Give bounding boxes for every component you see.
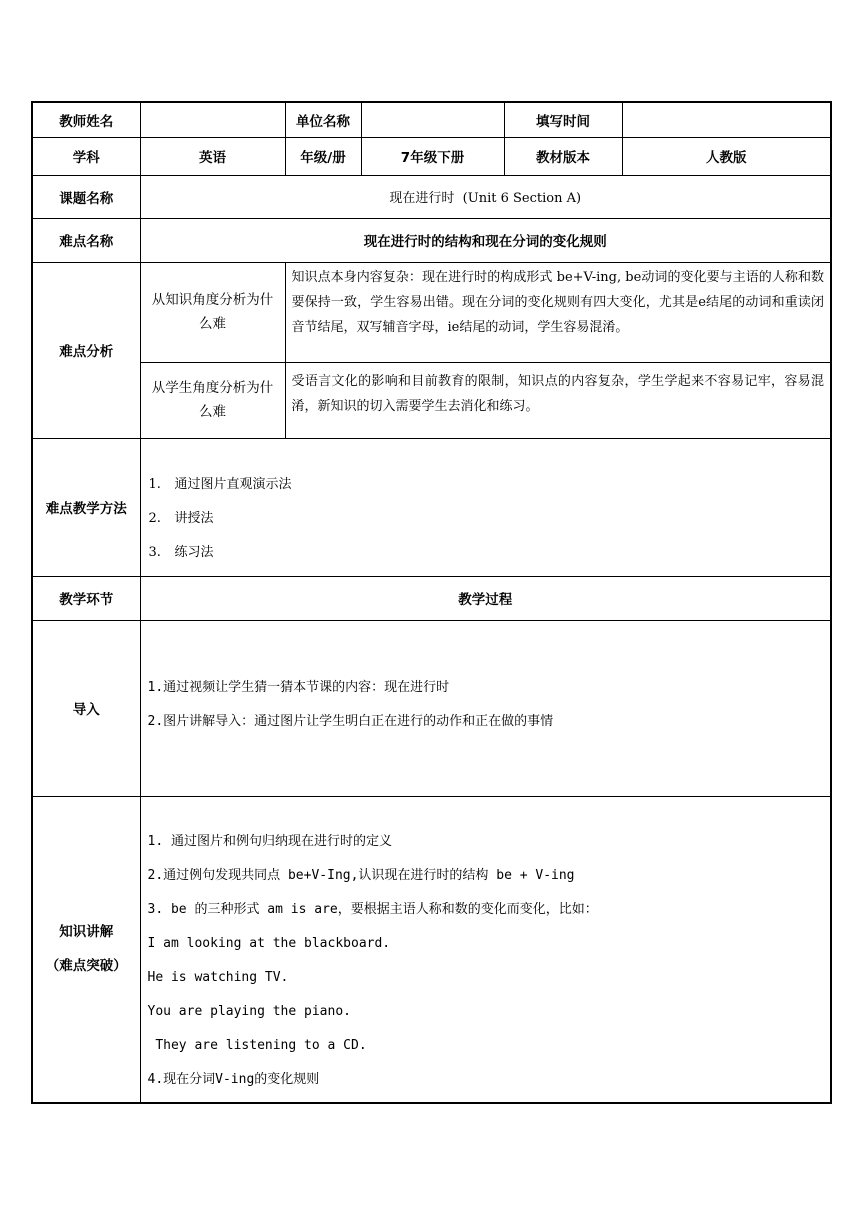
knowledge-angle-text: 知识点本身内容复杂：现在进行时的构成形式 be+V-ing, be动词的变化要与主语的人称和数要保持一致，学生容易出错。现在分词的变化规则有四大变化，尤其是e结尾的动词和重读闭音节结尾，双写辅音字母，ie结尾的动词，学生容易混淆。	[291, 269, 824, 335]
process-stage-label: 教学环节	[32, 576, 140, 620]
knowledge-line: 4.现在分词V-ing的变化规则	[147, 1071, 320, 1087]
lesson-value: 现在进行时 (Unit 6 Section A)	[140, 175, 831, 218]
knowledge-label: 知识讲解	[59, 924, 114, 941]
analysis-row-student	[32, 362, 831, 438]
example-sentence: He is watching TV.	[147, 969, 289, 985]
analysis-label: 难点分析	[32, 262, 140, 438]
unit-name-value	[361, 102, 504, 137]
method-item: 3. 练习法	[148, 544, 214, 560]
intro-line: 1.通过视频让学生猜一猜本节课的内容：现在进行时	[147, 679, 450, 695]
intro-row	[32, 620, 831, 796]
analysis-row-knowledge	[32, 262, 831, 362]
lesson-label: 课题名称	[32, 175, 140, 218]
knowledge-angle-label: 从知识角度分析为什么难	[140, 262, 285, 362]
subject-value: 英语	[140, 137, 285, 175]
student-angle-label: 从学生角度分析为什么难	[140, 362, 285, 438]
fill-time-label: 填写时间	[504, 102, 622, 137]
knowledge-cell	[140, 796, 831, 1103]
knowledge-label-cell	[32, 796, 140, 1103]
methods-label: 难点教学方法	[32, 438, 140, 576]
teacher-name-label: 教师姓名	[32, 102, 140, 137]
difficulty-value: 现在进行时的结构和现在分词的变化规则	[140, 218, 831, 262]
knowledge-angle-cell	[285, 262, 831, 362]
subject-label: 学科	[32, 137, 140, 175]
intro-line: 2.图片讲解导入：通过图片让学生明白正在进行的动作和正在做的事情	[147, 713, 554, 729]
unit-name-label: 单位名称	[285, 102, 361, 137]
knowledge-line: 2.通过例句发现共同点 be+V-Ing,认识现在进行时的结构 be + V-ing	[147, 867, 575, 883]
knowledge-sublabel: （难点突破）	[45, 958, 127, 975]
fill-time-value	[622, 102, 831, 137]
example-sentence: I am looking at the blackboard.	[147, 935, 391, 951]
grade-value: 7年级下册	[361, 137, 504, 175]
intro-cell	[140, 620, 831, 796]
method-item: 2. 讲授法	[148, 510, 214, 526]
lesson-row	[32, 175, 831, 218]
example-sentence: You are playing the piano.	[147, 1003, 351, 1019]
lesson-plan-sheet	[31, 101, 830, 1104]
process-header-value: 教学过程	[140, 576, 831, 620]
example-sentence: They are listening to a CD.	[147, 1037, 367, 1053]
difficulty-row	[32, 218, 831, 262]
methods-row	[32, 438, 831, 576]
student-angle-cell	[285, 362, 831, 438]
info-row-1	[32, 102, 831, 137]
methods-cell	[140, 438, 831, 576]
knowledge-line: 3. be 的三种形式 am is are，要根据主语人称和数的变化而变化，比如：	[147, 901, 598, 917]
intro-label: 导入	[32, 620, 140, 796]
teacher-name-value	[140, 102, 285, 137]
difficulty-label: 难点名称	[32, 218, 140, 262]
knowledge-line: 1. 通过图片和例句归纳现在进行时的定义	[147, 833, 392, 849]
edition-label: 教材版本	[504, 137, 622, 175]
student-angle-text: 受语言文化的影响和目前教育的限制，知识点的内容复杂，学生学起来不容易记牢，容易混淆，新知识的切入需要学生去消化和练习。	[291, 373, 824, 414]
lesson-plan-table	[31, 101, 832, 1104]
method-item: 1. 通过图片直观演示法	[148, 476, 292, 492]
grade-label: 年级/册	[285, 137, 361, 175]
edition-value: 人教版	[622, 137, 831, 175]
process-header-row	[32, 576, 831, 620]
knowledge-row	[32, 796, 831, 1103]
info-row-2	[32, 137, 831, 175]
